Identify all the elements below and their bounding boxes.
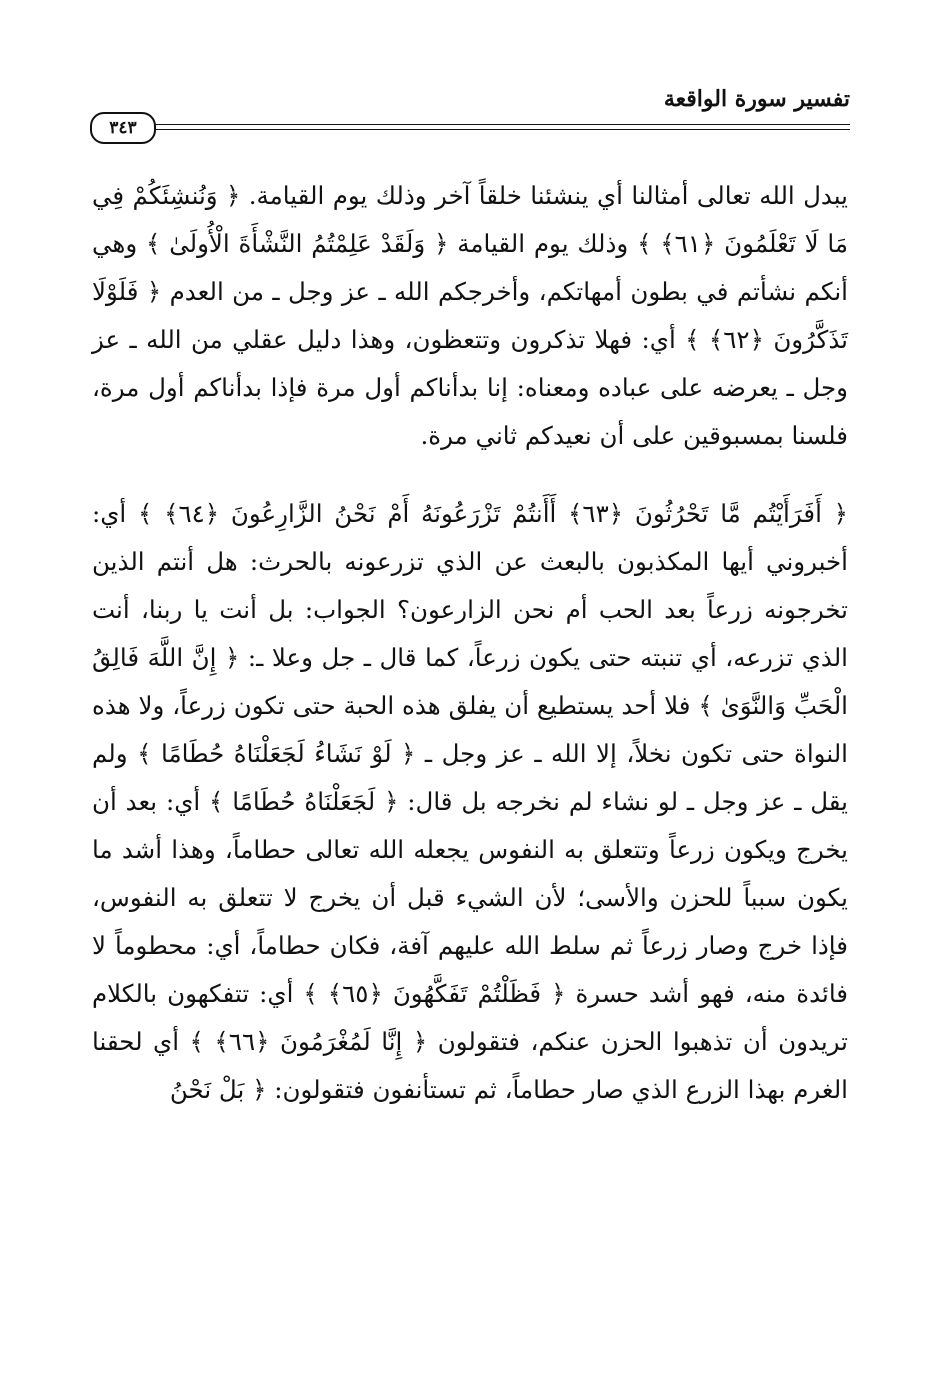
body-text — [92, 172, 848, 1114]
header-rule-top — [150, 124, 850, 125]
paragraph-1: يبدل الله تعالى أمثالنا أي ينشئنا خلقاً آخر وذلك يوم القيامة. ﴿ وَنُنشِئَكُمْ فِي مَا لَا تَعْلَمُونَ ﴿٦١﴾ ﴾ وذلك يوم القيامة ﴿ وَلَقَدْ عَلِمْتُمُ النَّشْأَةَ الْأُولَىٰ ﴾ وهي أنكم نشأتم في بطون أمهاتكم، وأخرجكم الله ـ عز وجل ـ من العدم ﴿ فَلَوْلَا تَذَكَّرُونَ ﴿٦٢﴾ ﴾ أي: فهلا تذكرون وتتعظون، وهذا دليل عقلي من الله ـ عز وجل ـ يعرضه على عباده ومعناه: إنا بدأناكم أول مرة فإذا بدأناكم أول مرة، فلسنا بمسبوقين على أن نعيدكم ثاني مرة. — [92, 181, 848, 450]
running-title: تفسير سورة الواقعة — [663, 86, 850, 112]
paragraph-2: ﴿ أَفَرَأَيْتُم مَّا تَحْرُثُونَ ﴿٦٣﴾ أَأَنتُمْ تَزْرَعُونَهُ أَمْ نَحْنُ الزَّارِعُونَ ﴿٦٤﴾ ﴾ أي: أخبروني أيها المكذبون بالبعث عن الذي تزرعونه بالحرث: هل أنتم الذين تخرجونه زرعاً بعد الحب أم نحن الزارعون؟ الجواب: بل أنت يا ربنا، أنت الذي تزرعه، أي تنبته حتى يكون زرعاً، كما قال ـ جل وعلا ـ: ﴿ إِنَّ اللَّهَ فَالِقُ الْحَبِّ وَالنَّوَىٰ ﴾ فلا أحد يستطيع أن يفلق هذه الحبة حتى تكون زرعاً، ولا هذه النواة حتى تكون نخلاً، إلا الله ـ عز وجل ـ ﴿ لَوْ نَشَاءُ لَجَعَلْنَاهُ حُطَامًا ﴾ ولم يقل ـ عز وجل ـ لو نشاء لم نخرجه بل قال: ﴿ لَجَعَلْنَاهُ حُطَامًا ﴾ أي: بعد أن يخرج ويكون زرعاً وتتعلق به النفوس يجعله الله تعالى حطاماً، وهذا أشد ما يكون سبباً للحزن والأسى؛ لأن الشيء قبل أن يخرج لا تتعلق به النفوس، فإذا خرج وصار زرعاً ثم سلط الله عليهم آفة، فكان حطاماً، أي: محطوماً لا فائدة منه، فهو أشد حسرة ﴿ فَظَلْتُمْ تَفَكَّهُونَ ﴿٦٥﴾ ﴾ أي: تتفكهون بالكلام تريدون أن تذهبوا الحزن عنكم، فتقولون ﴿ إِنَّا لَمُغْرَمُونَ ﴿٦٦﴾ ﴾ أي لحقنا الغرم بهذا الزرع الذي صار حطاماً، ثم تستأنفون فتقولون: ﴿ بَلْ نَحْنُ — [92, 499, 848, 1104]
page-header — [90, 86, 850, 138]
header-rule-bottom — [150, 129, 850, 130]
page-number: ٣٤٣ — [90, 112, 156, 144]
